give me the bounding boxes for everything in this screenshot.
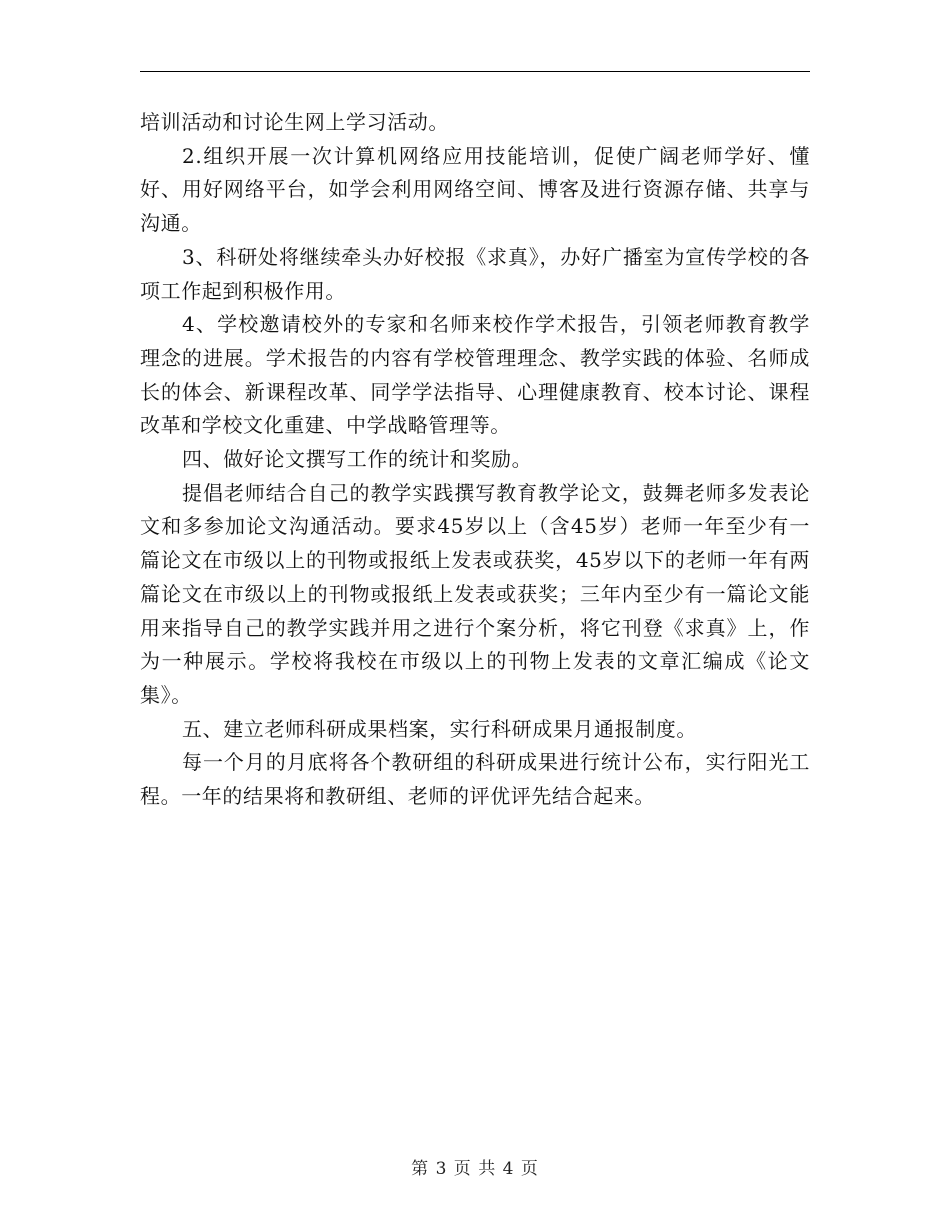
paragraph-1: 培训活动和讨论生网上学习活动。 bbox=[140, 110, 449, 134]
document-body bbox=[140, 106, 810, 814]
header-rule bbox=[140, 71, 810, 72]
page-number-footer: 第 3 页 共 4 页 bbox=[411, 1159, 539, 1179]
paragraph-2: 2.组织开展一次计算机网络应用技能培训，促使广阔老师学好、懂好、用好网络平台，如学会利用网络空间、博客及进行资源存储、共享与沟通。 bbox=[140, 143, 810, 236]
paragraph-4: 4、学校邀请校外的专家和名师来校作学术报告，引领老师教育教学理念的进展。学术报告的内容有学校管理理念、教学实践的体验、名师成长的体会、新课程改革、同学学法指导、心理健康教育、校本讨论、课程改革和学校文化重建、中学战略管理等。 bbox=[140, 312, 810, 438]
section-heading-4: 四、做好论文撰写工作的统计和奖励。 bbox=[182, 447, 533, 472]
paragraph-8: 每一个月的月底将各个教研组的科研成果进行统计公布，实行阳光工程。一年的结果将和教研组、老师的评优评先结合起来。 bbox=[140, 750, 810, 809]
paragraph-6: 提倡老师结合自己的教学实践撰写教育教学论文，鼓舞老师多发表论文和多参加论文沟通活动。要求45岁以上（含45岁）老师一年至少有一篇论文在市级以上的刊物或报纸上发表或获奖，45岁以下的老师一年有两篇论文在市级以上的刊物或报纸上发表或获奖；三年内至少有一篇论文能用来指导自己的教学实践并用之进行个案分析，将它刊登《求真》上，作为一种展示。学校将我校在市级以上的刊物上发表的文章汇编成《论文集》。 bbox=[140, 480, 810, 707]
section-heading-5: 五、建立老师科研成果档案，实行科研成果月通报制度。 bbox=[182, 716, 697, 741]
paragraph-3: 3、科研处将继续牵头办好校报《求真》，办好广播室为宣传学校的各项工作起到积极作用。 bbox=[140, 244, 810, 303]
